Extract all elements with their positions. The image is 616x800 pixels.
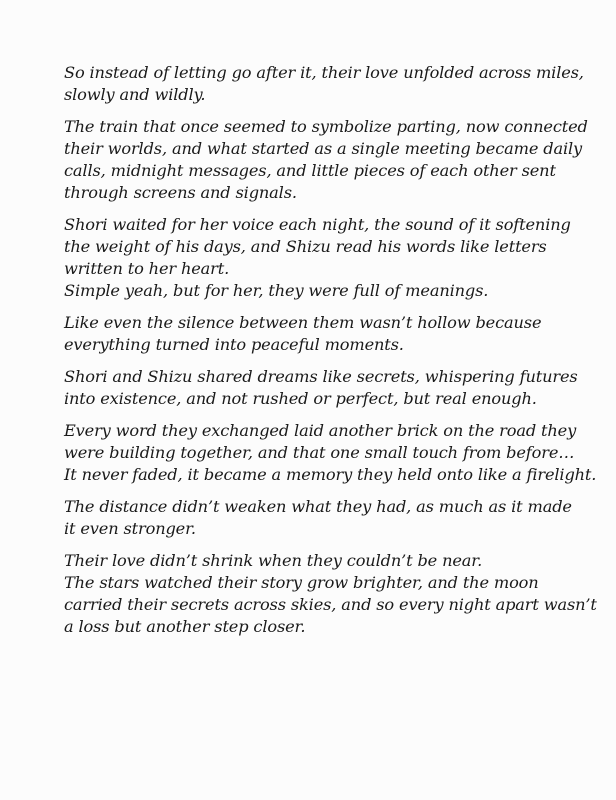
text-line: Shori waited for her voice each night, the sound of it softening [64, 215, 571, 234]
text-line: everything turned into peaceful moments. [64, 335, 404, 354]
text-line: carried their secrets across skies, and so every night apart wasn’t [64, 595, 597, 614]
text-line: written to her heart. [64, 259, 230, 278]
paragraph [64, 214, 588, 302]
text-line: Like even the silence between them wasn’t hollow because [64, 313, 542, 332]
paragraph [64, 116, 588, 204]
text-line: The distance didn’t weaken what they had, as much as it made [64, 497, 572, 516]
paragraph [64, 312, 588, 356]
text-line: through screens and signals. [64, 183, 297, 202]
text-line: Simple yeah, but for her, they were full of meanings. [64, 281, 489, 300]
text-line: slowly and wildly. [64, 85, 206, 104]
text-line: Shori and Shizu shared dreams like secrets, whispering futures [64, 367, 578, 386]
paragraph [64, 420, 597, 486]
text-line: It never faded, it became a memory they held onto like a firelight. [64, 465, 597, 484]
text-line: The stars watched their story grow brighter, and the moon [64, 573, 539, 592]
text-line: a loss but another step closer. [64, 617, 306, 636]
text-line: it even stronger. [64, 519, 196, 538]
text-line: Their love didn’t shrink when they couldn’t be near. [64, 551, 483, 570]
paragraph [64, 496, 588, 540]
text-line: The train that once seemed to symbolize parting, now connected [64, 117, 588, 136]
text-line: So instead of letting go after it, their love unfolded across miles, [64, 63, 584, 82]
paragraph [64, 62, 588, 106]
text-line: the weight of his days, and Shizu read his words like letters [64, 237, 547, 256]
text-line: their worlds, and what started as a single meeting became daily [64, 139, 583, 158]
paragraph [64, 550, 597, 638]
text-line: calls, midnight messages, and little pieces of each other sent [64, 161, 556, 180]
text-line: into existence, and not rushed or perfect, but real enough. [64, 389, 537, 408]
text-line: were building together, and that one small touch from before… [64, 443, 575, 462]
paragraph [64, 366, 588, 410]
text-line: Every word they exchanged laid another brick on the road they [64, 421, 577, 440]
